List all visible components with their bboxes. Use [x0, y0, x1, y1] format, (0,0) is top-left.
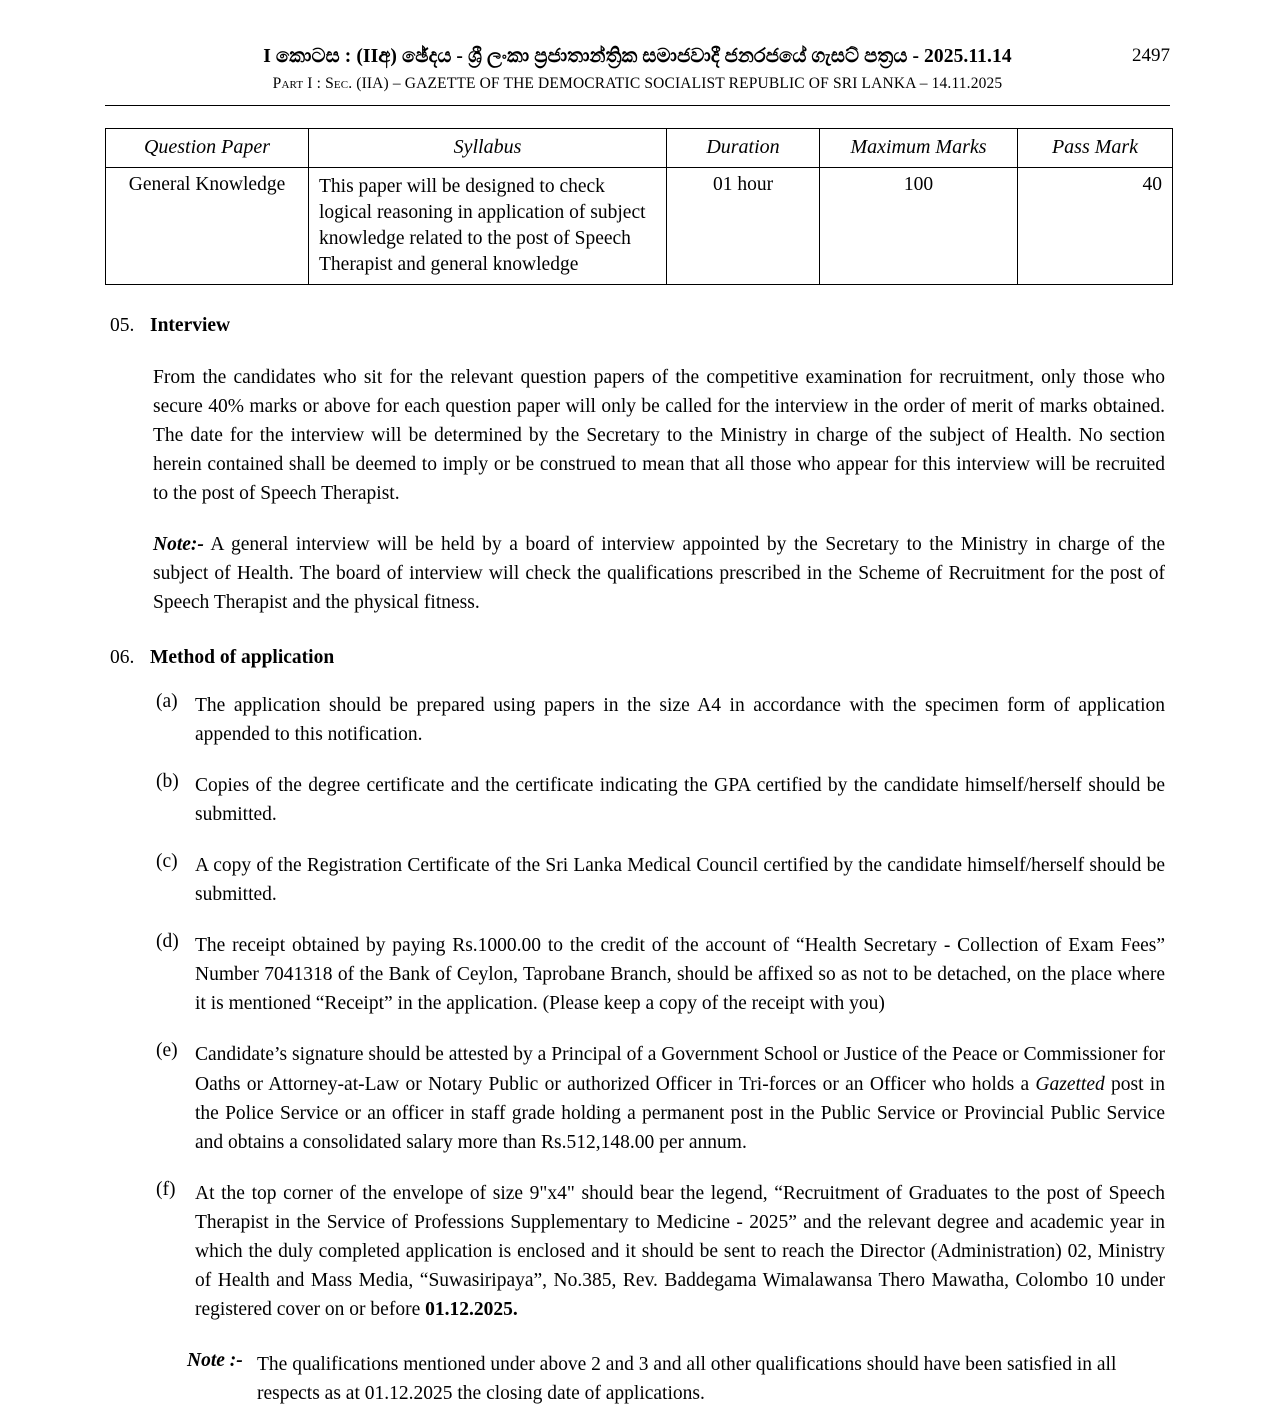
column-header-pass-mark: Pass Mark [1018, 129, 1173, 168]
list-item [105, 851, 1170, 909]
column-header-maximum-marks: Maximum Marks [820, 129, 1018, 168]
list-item-text: Copies of the degree certificate and the certificate indicating the GPA certified by the candidate himself/herself should be submitted. [195, 775, 1165, 826]
list-item [105, 1179, 1170, 1324]
list-item [105, 1040, 1170, 1156]
interview-note-text: A general interview will be held by a board of interview appointed by the Secretary to the Ministry in charge of the subject of Health. The board of interview will check the qualifications prescribed in the Scheme of Recruitment for the post of Speech Therapist and the physical fitness. [153, 533, 1165, 614]
list-item-text [195, 1179, 1165, 1324]
list-item [105, 931, 1170, 1018]
column-header-duration: Duration [667, 129, 820, 168]
table-row [106, 168, 1173, 285]
list-item-text: The application should be prepared using papers in the size A4 in accordance with the specimen form of application appended to this notification. [195, 695, 1165, 746]
list-item-text-part2: post in the Police Service or an officer in staff grade holding a permanent post in the Public Service or Provincial Public Service and obtains a consolidated salary more than Rs.512,148.00 per annum. [195, 1073, 1165, 1153]
list-item-text-part1: At the top corner of the envelope of size 9"x4" should bear the legend, “Recruitment of Graduates to the post of Speech Therapist in the Service of Professions Supplementary to Medicine - 2025” and the relevant degree and academic year in which the duly completed application is enclosed and it should be sent to reach the Director (Administration) 02, Ministry of Health and Mass Media, “Suwasiripaya”, No.385, Rev. Baddegama Wimalawansa Thero Mawatha, Colombo 10 under registered cover on or before [195, 1182, 1165, 1320]
table-header-row [106, 129, 1173, 168]
cell-question-paper: General Knowledge [106, 168, 309, 285]
cell-pass-mark: 40 [1018, 168, 1173, 285]
closing-note [105, 1350, 1170, 1408]
list-item-marker: (a) [156, 691, 178, 713]
header-divider [105, 105, 1170, 106]
closing-note-label: Note :- [187, 1349, 243, 1371]
list-item-text: The receipt obtained by paying Rs.1000.00 to the credit of the account of “Health Secretary - Collection of Exam Fees” Number 7041318 of the Bank of Ceylon, Taprobane Branch, should be affixed so as not to be detached, on the place where it is mentioned “Receipt” in the application. (Please keep a copy of the receipt with you) [195, 935, 1165, 1015]
section-title-method-of-application: Method of application [150, 647, 335, 669]
method-list [105, 691, 1170, 1324]
list-item-text: A copy of the Registration Certificate of the Sri Lanka Medical Council certified by the candidate himself/herself should be submitted. [195, 855, 1165, 906]
section-interview-heading [105, 315, 1170, 337]
list-item-marker: (b) [156, 771, 179, 793]
list-item-text-part1: Candidate’s signature should be attested by a Principal of a Government School or Justice of the Peace or Commissioner for Oaths or Attorney-at-Law or Notary Public or authorized Officer in Tri-forces or an Officer who holds a [195, 1044, 1165, 1095]
list-item-marker: (c) [156, 851, 178, 873]
page-header [105, 45, 1170, 93]
list-item [105, 691, 1170, 749]
list-item-marker: (e) [156, 1040, 178, 1062]
interview-note-label: Note:- [153, 533, 204, 555]
list-item-text-italic: Gazetted [1035, 1073, 1105, 1095]
section-title-interview: Interview [150, 314, 231, 336]
cell-duration: 01 hour [667, 168, 820, 285]
list-item-text [195, 1040, 1165, 1156]
column-header-question-paper: Question Paper [106, 129, 309, 168]
section-number-06: 06. [110, 647, 135, 669]
section-method-heading [105, 647, 1170, 669]
list-item-deadline-date: 01.12.2025. [425, 1298, 518, 1320]
header-sinhala-title: I කොටස : (IIඅ) ඡේදය - ශ්‍රී ලංකා ප්‍රජාතාන්ත්‍රික සමාජවාදී ජනරජයේ ගැසට් පත්‍රය - 2025.11.14 [263, 46, 1012, 67]
header-english-title: Part I : Sec. (IIA) – GAZETTE OF THE DEMOCRATIC SOCIALIST REPUBLIC OF SRI LANKA – 14.11.2025 [272, 75, 1003, 92]
cell-maximum-marks: 100 [820, 168, 1018, 285]
list-item-marker: (f) [156, 1178, 176, 1200]
list-item [105, 771, 1170, 829]
section-number-05: 05. [110, 314, 135, 336]
closing-note-text: The qualifications mentioned under above 2 and 3 and all other qualifications should have been satisfied in all respects as at 01.12.2025 the closing date of applications. [257, 1353, 1117, 1404]
interview-paragraph: From the candidates who sit for the relevant question papers of the competitive examination for recruitment, only those who secure 40% marks or above for each question paper will only be called for the interview in the order of merit of marks obtained. The date for the interview will be determined by the Secretary to the Ministry in charge of the subject of Health. No section herein contained shall be deemed to imply or be construed to mean that all those who appear for this interview will be recruited to the post of Speech Therapist. [153, 366, 1165, 504]
column-header-syllabus: Syllabus [309, 129, 667, 168]
list-item-marker: (d) [156, 931, 179, 953]
interview-note [105, 530, 1170, 617]
syllabus-table [105, 128, 1173, 285]
cell-syllabus: This paper will be designed to check logical reasoning in application of subject knowledge related to the post of Speech Therapist and general knowledge [309, 168, 667, 285]
page-number: 2497 [1132, 45, 1170, 66]
